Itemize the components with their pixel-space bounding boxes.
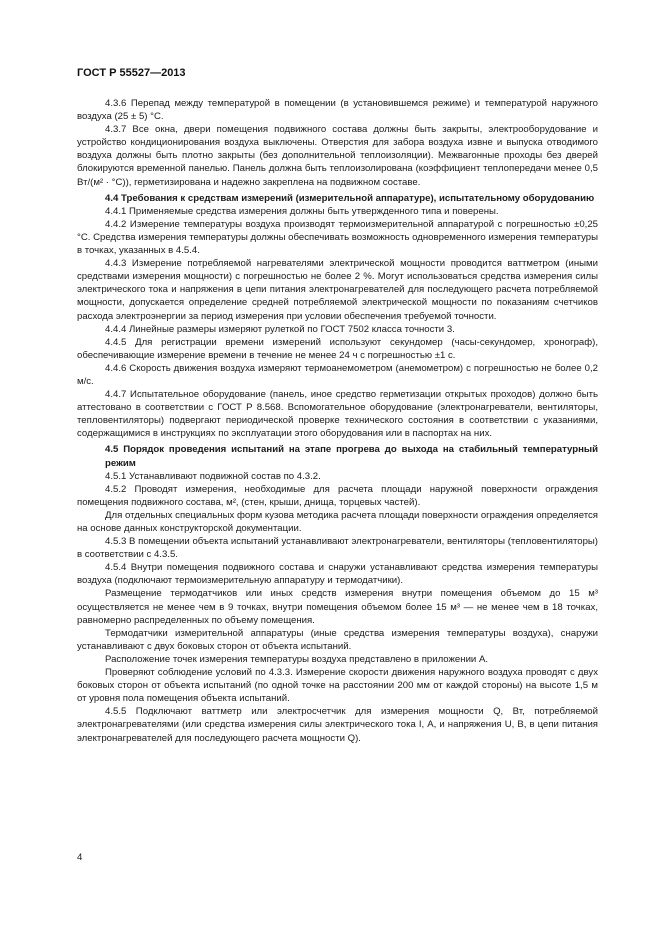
paragraph-4-5-1: 4.5.1 Устанавливают подвижной состав по 4.3.2. xyxy=(105,470,321,482)
paragraph-appendix-ref: Расположение точек измерения температуры воздуха представлено в приложении А. xyxy=(105,653,489,665)
section-heading-4-5: 4.5 Порядок проведения испытаний на этапе прогрева до выхода на стабильный температурный режим xyxy=(105,444,598,469)
paragraph-4-4-4: 4.4.4 Линейные размеры измеряют рулеткой по ГОСТ 7502 класса точности 3. xyxy=(105,323,455,335)
paragraph-4-5-3: 4.5.3 В помещении объекта испытаний устанавливают электронагреватели, вентиляторы (тепловентиляторы) в соответствии с 4.3.5. xyxy=(77,536,598,561)
paragraph-4-5-5: 4.5.5 Подключают ваттметр или электросчетчик для измерения мощности Q, Вт, потребляемой электронагревателями (или средства измерения силы электрического тока I, А, и напряжения U, В, в цепи питания электронагревателей для последующего расчета мощности Q). xyxy=(77,706,598,744)
paragraph-4-4-5: 4.4.5 Для регистрации времени измерений используют секундомер (часы-секундомер, хронограф), обеспечивающие измерение времени в течение не менее 24 ч с погрешностью ±1 с. xyxy=(77,336,598,361)
paragraph-4-3-7: 4.3.7 Все окна, двери помещения подвижного состава должны быть закрыты, электрооборудование и устройство кондиционирования воздуха выключены. Отверстия для забора воздуха извне и выпуска отводимого воздуха должны быть плотно закрыты (без дополнительной теплоизоляции). Межвагонные проходы без дверей блокируются временной панелью. Панель должна быть теплоизолирована (коэффициент теплопередачи менее 0,5 Вт/(м² · °С)), герметизирована и надежно закреплена на подвижном составе. xyxy=(77,124,598,188)
section-heading-4-4: 4.4 Требования к средствам измерений (измерительной аппаратуре), испытательному оборудованию xyxy=(105,192,595,204)
paragraph-air-speed-check: Проверяют соблюдение условий по 4.3.3. Измерение скорости движения наружного воздуха проводят с двух боковых сторон от объекта испытаний (по одной точке на расстоянии 200 мм от каждой стороны) на высоте 1,5 м от уровня пола помещения объекта испытаний. xyxy=(77,667,598,705)
paragraph-4-3-6: 4.3.6 Перепад между температурой в помещении (в установившемся режиме) и температурой наружного воздуха (25 ± 5) °С. xyxy=(77,98,598,123)
paragraph-4-4-6: 4.4.6 Скорость движения воздуха измеряют термоанемометром (анемометром) с погрешностью не более 0,2 м/с. xyxy=(77,362,598,387)
paragraph-outside-sensors: Термодатчики измерительной аппаратуры (иные средства измерения температуры воздуха), снаружи устанавливают с двух боковых сторон от объекта испытаний. xyxy=(77,627,598,652)
document-header: ГОСТ Р 55527—2013 xyxy=(77,67,186,79)
paragraph-4-4-7: 4.4.7 Испытательное оборудование (панель, иное средство герметизации открытых проходов) должно быть аттестовано в соответствии с ГОСТ Р 8.568. Вспомогательное оборудование (электронагреватели, вентиляторы, тепловентиляторы) подвергают периодической проверке технического состояния в соответствии с указаниями, содержащимися в инструкциях по эксплуатации этого оборудования или в паспортах на них. xyxy=(77,389,598,440)
paragraph-4-4-2: 4.4.2 Измерение температуры воздуха производят термоизмерительной аппаратурой с погрешностью ±0,25 °С. Средства измерения температуры должны обеспечивать возможность одновременного измерения температуры в точках, указанных в 4.5.4. xyxy=(77,218,598,257)
paragraph-special-forms: Для отдельных специальных форм кузова методика расчета площади поверхности ограждения определяется на основе данных конструкторской документации. xyxy=(77,509,598,534)
paragraph-4-4-1: 4.4.1 Применяемые средства измерения должны быть утвержденного типа и поверены. xyxy=(105,205,499,217)
paragraph-4-5-2: 4.5.2 Проводят измерения, необходимые для расчета площади наружной поверхности ограждения помещения подвижного состава, м², (стен, крыши, днища, торцевых частей). xyxy=(77,483,598,508)
paragraph-sensor-placement: Размещение термодатчиков или иных средств измерения внутри помещения объемом до 15 м³ осуществляется не менее чем в 9 точках, внутри помещения объемом более 15 м³ — не менее чем в 18 точках, равномерно распределенных по объему помещения. xyxy=(77,588,598,626)
paragraph-4-5-4: 4.5.4 Внутри помещения подвижного состава и снаружи устанавливают средства измерения температуры воздуха (подключают термоизмерительную аппаратуру и термодатчики). xyxy=(77,562,598,587)
page-number: 4 xyxy=(77,852,83,863)
document-body xyxy=(77,97,598,745)
paragraph-4-4-3: 4.4.3 Измерение потребляемой нагревателями электрической мощности проводится ваттметром (иными средствами измерения мощности) с погрешностью не более 2 %. Могут использоваться средства измерения силы электрического тока и напряжения в цепи питания электронагревателей для последующего расчета потребляемой мощности, допускается определение средней потребляемой электрической мощности по показаниям счетчиков расхода электроэнергии за период измерения при условии обеспечения требуемой точности. xyxy=(77,258,598,322)
